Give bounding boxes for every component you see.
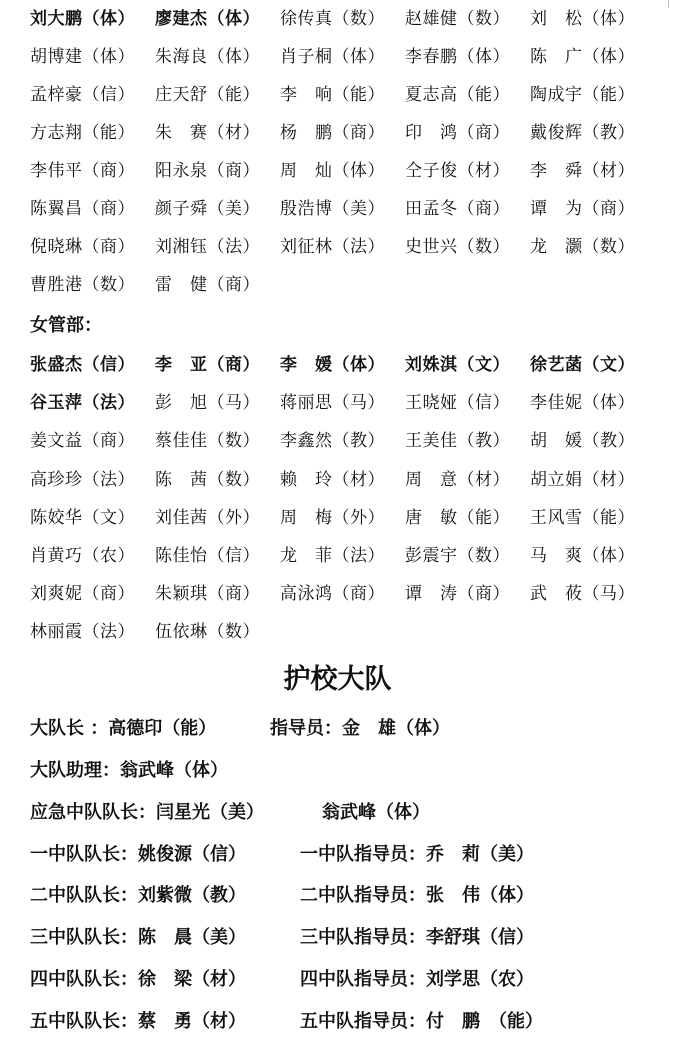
- member-member-name: 龙 灏（数）: [530, 237, 635, 257]
- member-member-name: 杨 鹏（商）: [280, 123, 385, 143]
- member-member-name: 陈翼昌（商）: [30, 199, 135, 219]
- brigade-leader-entry: 大队长 ：高德印（能）: [30, 718, 217, 739]
- member-member-name: 陈 广（体）: [530, 47, 635, 67]
- brigade-leader-entry: 三中队队长：陈 晨（美）: [30, 927, 246, 948]
- member-member-name: 徐传真（数）: [280, 9, 385, 29]
- brigade-leader-entry: 四中队队长：徐 梁（材）: [30, 969, 246, 990]
- women-member-name: 谭 涛（商）: [405, 584, 510, 605]
- member-member-name: 肖子桐（体）: [280, 47, 385, 67]
- brigade-leader-entry: 五中队队长：蔡 勇（材）: [30, 1011, 246, 1032]
- brigade-instructor-entry: 二中队指导员：张 伟（体）: [300, 885, 534, 906]
- member-member-name: 史世兴（数）: [405, 237, 510, 257]
- member-member-name: 戴俊辉（教）: [530, 123, 635, 143]
- women-member-name: 王风雪（能）: [530, 507, 635, 528]
- member-member-name: 胡博建（体）: [30, 47, 135, 67]
- member-member-name: 仝子俊（材）: [405, 161, 510, 181]
- women-member-name: 周 意（材）: [405, 469, 510, 490]
- women-row: [0, 426, 675, 456]
- member-row: [0, 42, 675, 72]
- member-member-name: 孟梓豪（信）: [30, 85, 135, 105]
- women-member-name: 龙 菲（法）: [280, 546, 385, 566]
- member-member-name: 李 响（能）: [280, 85, 385, 105]
- women-member-name: 胡 媛（教）: [530, 431, 635, 452]
- member-member-name: 夏志高（能）: [405, 85, 510, 105]
- member-member-name: 殷浩博（美）: [280, 199, 385, 219]
- women-member-name: 唐 敏（能）: [405, 507, 510, 528]
- brigade-instructor-entry: 指导员：金 雄（体）: [270, 718, 450, 739]
- brigade-instructor-entry: 四中队指导员：刘学思（农）: [300, 969, 534, 990]
- member-row: [0, 194, 675, 224]
- member-row: [0, 118, 675, 148]
- women-row: [0, 465, 675, 495]
- brigade-instructor-entry: 翁武峰（体）: [322, 802, 430, 823]
- women-row: [0, 617, 675, 647]
- women-member-name: 陈 茜（数）: [155, 469, 260, 490]
- member-member-name: 刘湘钰（法）: [155, 237, 260, 257]
- women-row: [0, 388, 675, 418]
- member-member-name: 赵雄健（数）: [405, 9, 510, 29]
- women-member-name: 朱颖琪（商）: [155, 584, 260, 605]
- women-member-name: 马 爽（体）: [530, 546, 635, 566]
- member-member-name: 李 舜（材）: [530, 161, 635, 181]
- member-member-name: 刘 松（体）: [530, 9, 635, 29]
- member-row: [0, 232, 675, 262]
- women-member-name: 肖黄巧（农）: [30, 546, 135, 566]
- women-member-name: 蔡佳佳（数）: [155, 431, 260, 452]
- member-row: [0, 4, 675, 34]
- women-member-name: 彭 旭（马）: [155, 393, 260, 414]
- member-member-name: 刘大鹏（体）: [30, 9, 135, 29]
- brigade-leader-entry: 一中队队长：姚俊源（信）: [30, 844, 246, 865]
- member-member-name: 朱 赛（材）: [155, 123, 260, 143]
- women-member-name: 赖 玲（材）: [280, 469, 385, 490]
- member-member-name: 刘征林（法）: [280, 237, 385, 257]
- women-member-name: 陈姣华（文）: [30, 507, 135, 528]
- member-row: [0, 80, 675, 110]
- member-member-name: 颜子舜（美）: [155, 199, 260, 219]
- brigade-instructor-entry: 五中队指导员：付 鹏 （能）: [300, 1011, 543, 1032]
- member-member-name: 印 鸿（商）: [405, 123, 510, 143]
- women-member-name: 谷玉萍（法）: [30, 393, 135, 414]
- women-member-name: 徐艺菡（文）: [530, 355, 635, 375]
- women-member-name: 刘佳茜（外）: [155, 507, 260, 528]
- member-member-name: 曹胜港（数）: [30, 275, 135, 295]
- women-member-name: 李 媛（体）: [280, 355, 385, 375]
- women-section-heading: 女管部：: [30, 315, 102, 336]
- women-row: [0, 350, 675, 380]
- member-member-name: 阳永泉（商）: [155, 161, 260, 181]
- women-member-name: 高珍珍（法）: [30, 469, 135, 490]
- women-member-name: 姜文益（商）: [30, 431, 135, 452]
- women-member-name: 蒋丽思（马）: [280, 393, 385, 414]
- women-member-name: 伍依琳（数）: [155, 622, 260, 643]
- women-member-name: 刘爽妮（商）: [30, 584, 135, 605]
- brigade-instructor-entry: 一中队指导员：乔 莉（美）: [300, 844, 534, 865]
- member-member-name: 朱海良（体）: [155, 47, 260, 67]
- women-member-name: 王美佳（教）: [405, 431, 510, 452]
- women-row: [0, 541, 675, 571]
- brigade-leader-entry: 应急中队队长：闫星光（美）: [30, 802, 264, 823]
- member-member-name: 雷 健（商）: [155, 275, 260, 295]
- member-member-name: 周 灿（体）: [280, 161, 385, 181]
- member-member-name: 方志翔（能）: [30, 123, 135, 143]
- member-member-name: 李春鹏（体）: [405, 47, 510, 67]
- brigade-leader-entry: 大队助理：翁武峰（体）: [30, 760, 228, 781]
- women-member-name: 胡立娟（材）: [530, 469, 635, 490]
- women-member-name: 高泳鸿（商）: [280, 584, 385, 605]
- member-row: [0, 156, 675, 186]
- member-member-name: 廖建杰（体）: [155, 9, 260, 29]
- member-member-name: 李伟平（商）: [30, 161, 135, 181]
- member-member-name: 庄天舒（能）: [155, 85, 260, 105]
- member-member-name: 田孟冬（商）: [405, 199, 510, 219]
- women-member-name: 李鑫然（教）: [280, 431, 385, 452]
- member-row: [0, 270, 675, 300]
- women-member-name: 王晓娅（信）: [405, 393, 510, 414]
- women-member-name: 武 莜（马）: [530, 584, 635, 605]
- women-member-name: 张盛杰（信）: [30, 355, 135, 375]
- women-member-name: 彭震宇（数）: [405, 546, 510, 566]
- brigade-leader-entry: 二中队队长：刘紫微（教）: [30, 885, 246, 906]
- women-row: [0, 579, 675, 609]
- women-member-name: 李 亚（商）: [155, 355, 260, 375]
- women-member-name: 李佳妮（体）: [530, 393, 635, 414]
- women-member-name: 刘姝淇（文）: [405, 355, 510, 375]
- member-member-name: 谭 为（商）: [530, 199, 635, 219]
- women-member-name: 周 梅（外）: [280, 507, 385, 528]
- women-member-name: 林丽霞（法）: [30, 622, 135, 643]
- member-member-name: 陶成宇（能）: [530, 85, 635, 105]
- section-title: 护校大队: [283, 664, 392, 695]
- women-row: [0, 503, 675, 533]
- member-member-name: 倪晓琳（商）: [30, 237, 135, 257]
- women-member-name: 陈佳怡（信）: [155, 546, 260, 566]
- brigade-instructor-entry: 三中队指导员：李舒琪（信）: [300, 927, 534, 948]
